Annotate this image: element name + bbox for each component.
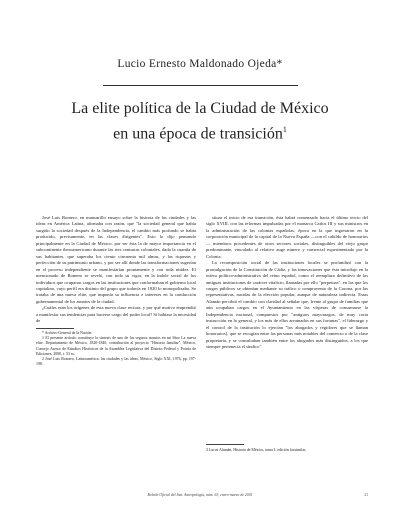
- title-line-2: en una época de transición$^1$: [113, 125, 287, 143]
- journal-footer: [0, 493, 400, 497]
- body-paragraph: situar el inicio de esa transición, ésta habrá comenzado hacia el último tercio del siglo XVIII, con las reformas impulsadas por el monarca Carlos III y sus ministros en la administración de las colonias españolas, época en la que ingresaron en la corporación municipal de la capital de la Nueva España —con el cabildo de honorarios— miembros procedentes de otros sectores sociales, distinguibles del viejo grupo predominante, vinculado al relativo auge minero y comercial experimentado por la Colonia.: [206, 215, 368, 259]
- journal-citation: Boletín Oficial del Inst. Antropología, núm. 63, enero-marzo de 2001: [147, 493, 253, 497]
- page-number: 21: [364, 493, 368, 497]
- body-paragraph: La recomposición social de las instituciones locales se profundizó con la promulgación de la Constitución de Cádiz, y las innovaciones que ésta introdujo en la esfera político-administrativa del reino español, como el reemplazo definitivo de las antiguas instituciones de carácter vitalicio, llamadas por ello "perpetuas", en las que los cargos públicos se obtenían mediante su tráfico o compraventa de la Corona, por las representativas, nacidas de la elección popular, aunque de naturaleza indirecta. Estas Alamán percibió el cambio con claridad al señalar que, frente al grupo de familias que aún ocupaban cargos en el Ayuntamiento en las vísperas de consumarse la Independencia nacional, compuestos por "antiguos mayorazgos, de muy corta instrucción en lo general, y los más de ellos arruinados en sus fortunas", el liderazgo y el control de la institución lo ejercían "los abogados y regidores que se llaman honorarios], que se escogían entre las personas más notables del comercio o de la clase propietaria, y se consultaban también entre los abogados más distinguidos, a los que siempre pertenecía el síndico".: [206, 260, 368, 350]
- footnote: 1 El presente artículo constituye la síntesis de uno de los seguros asuntos en mi libro La nueva elite. Departamento de México, 1820-1840, contribución al proyecto "Historia familiar", México, Consejo Asesor de Estudios Históricos de la Asamblea Legislativa del Distrito Federal y Porrúa de Ediciones, 2000, t. 53 ss.: [36, 336, 196, 356]
- left-column: [36, 215, 196, 368]
- footnote: 3 Lucas Alamán, Historia de México, tomo I, edición facsimilar,: [206, 448, 307, 452]
- author-name: Lucio Ernesto Maldonado Ojeda*: [117, 58, 283, 70]
- footnote-rule: [36, 328, 74, 329]
- body-paragraph: José Luis Romero, en mansurillo ensayo sobre la historia de las ciudades y las ideas en América Latina, afirmaba con razón, que "la sociedad general que había surgido la sociedad después de la Independencia, el cambio más profundo se había producido, precisamente, en las clases dirigentes". Esto lo dijo pensando principalmente en la Ciudad de México, por ser ésta la de mayor importancia en el subcontinente iberoamericano durante las tres centurias coloniales, dada la cuantía de sus habitantes, que superaba los ciento cincuenta mil almas, y las riquezas y perfección de su patrimonio urbano, y por ser allí donde las transformaciones sugerían en el proceso independiente se manifestarían prontamente y con toda nitidez. El mencionado de Romero se reveló, con todo su vigor, en la índole social de los individuos que ocuparon cargos en las instituciones que conformaban el gobierno local capitalino, cuyo perfil era distinto del grupo que todavía en 1820 lo monopolizaba. Se trataba de una nueva elite, que imponía su influencia e intereses en la conducción gubernamental de los asuntos de la ciudad.: [36, 215, 196, 304]
- title-line-1: La elite política de la Ciudad de México: [71, 100, 329, 117]
- title-footnote-marker: 1: [282, 125, 287, 134]
- right-column: [206, 215, 368, 351]
- footnote: 2 José Luis Romero, Latinoamérica: las ciudades y las ideas, México, Siglo XXI, 1976, pp. 197-198.: [36, 357, 196, 367]
- footnote: * Archivo General de la Nación.: [42, 330, 93, 335]
- article-title: [30, 98, 370, 144]
- body-paragraph: ¿Cuáles eran los orígenes de esta nueva clase rectora, y por qué motivo emprendió a manifestar sus tendencias para hacerse cargo del poder local? Si habíase la necesidad de: [36, 305, 196, 324]
- title-rule: [103, 85, 298, 86]
- footnote-rule: [206, 444, 244, 445]
